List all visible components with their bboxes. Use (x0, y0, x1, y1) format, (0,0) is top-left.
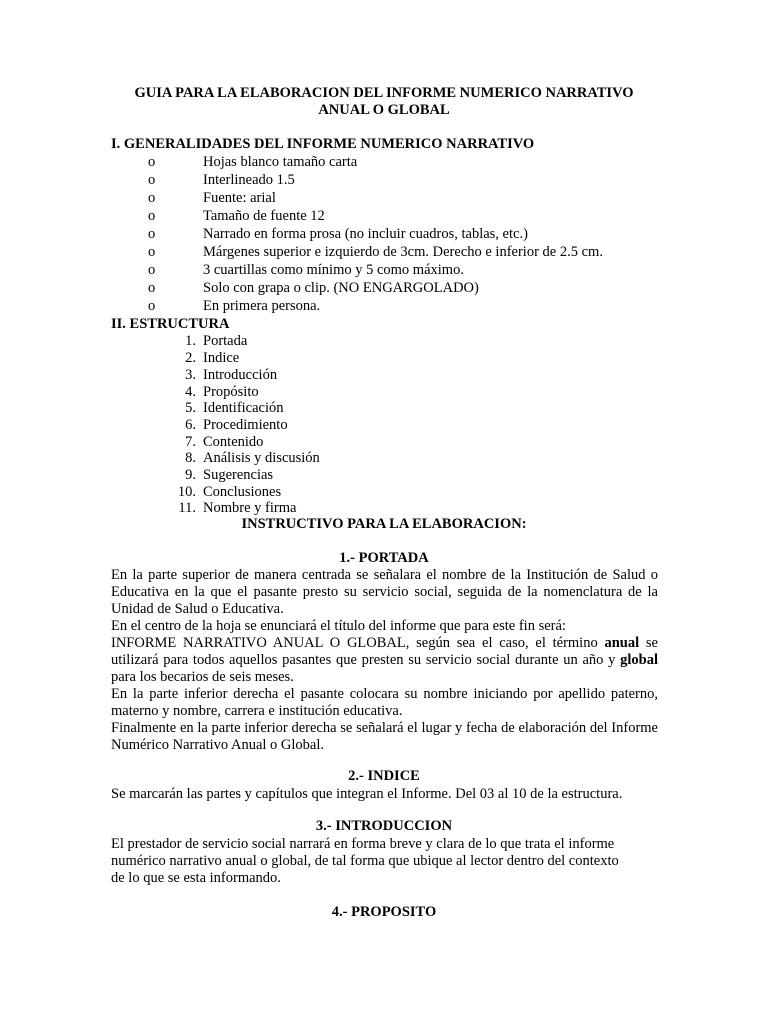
list-item-text: Márgenes superior e izquierdo de 3cm. Derecho e inferior de 2.5 cm. (203, 244, 603, 260)
paragraph: Se marcarán las partes y capítulos que integran el Informe. Del 03 al 10 de la estructura. (111, 786, 623, 802)
list-item-text: En primera persona. (203, 298, 321, 314)
list-item-text: Portada (203, 333, 248, 349)
paragraph: En el centro de la hoja se enunciará el título del informe que para este fin será: (111, 618, 566, 634)
list-item-text: Introducción (203, 367, 278, 383)
instructivo-heading: INSTRUCTIVO PARA LA ELABORACION: (241, 516, 527, 532)
bullet-marker: o (148, 190, 156, 206)
section1-heading: I. GENERALIDADES DEL INFORME NUMERICO NARRATIVO (111, 136, 535, 152)
list-item-text: Nombre y firma (203, 500, 297, 516)
paragraph-line: El prestador de servicio social narrará en forma breve y clara de lo que trata el informe (111, 836, 615, 852)
list-item-text: Interlineado 1.5 (203, 172, 295, 188)
list-item-text: Propósito (203, 384, 259, 400)
list-number: 7. (185, 434, 196, 450)
document-title (0, 85, 768, 119)
paragraph: En la parte inferior derecha el pasante colocara su nombre iniciando por apellido paterno, materno y nombre, carrera e institución educativa. (111, 686, 658, 719)
introduccion-text (111, 836, 671, 887)
indice-heading: 2.- INDICE (348, 768, 420, 784)
list-item-text: 3 cuartillas como mínimo y 5 como máximo. (203, 262, 464, 278)
paragraph-line: numérico narrativo anual o global, de tal forma que ubique al lector dentro del contexto (111, 853, 619, 869)
proposito-heading: 4.- PROPOSITO (331, 904, 437, 920)
list-item-text: Fuente: arial (203, 190, 276, 206)
bullet-marker: o (148, 280, 156, 296)
list-number: 5. (185, 400, 196, 416)
list-number: 8. (185, 450, 196, 466)
list-number: 9. (185, 467, 196, 483)
list-item-text: Solo con grapa o clip. (NO ENGARGOLADO) (203, 280, 479, 296)
list-item-text: Narrado en forma prosa (no incluir cuadros, tablas, etc.) (203, 226, 528, 242)
text-run: para los becarios de seis meses. (111, 669, 294, 685)
bullet-marker: o (148, 262, 156, 278)
list-number: 6. (185, 417, 196, 433)
bold-term-global: global (620, 652, 658, 668)
list-item-text: Análisis y discusión (203, 450, 320, 466)
list-number: 2. (185, 350, 196, 366)
list-number: 1. (185, 333, 196, 349)
list-item-text: Identificación (203, 400, 284, 416)
paragraph (111, 635, 658, 686)
list-item-text: Sugerencias (203, 467, 274, 483)
list-number: 4. (185, 384, 196, 400)
bullet-marker: o (148, 298, 156, 314)
portada-heading: 1.- PORTADA (339, 550, 429, 566)
list-item-text: Indice (203, 350, 240, 366)
list-item-text: Contenido (203, 434, 264, 450)
indice-text (111, 786, 671, 803)
list-item-text: Tamaño de fuente 12 (203, 208, 325, 224)
list-number: 11. (178, 500, 196, 516)
paragraph-line: de lo que se esta informando. (111, 870, 281, 886)
bullet-marker: o (148, 208, 156, 224)
text-run: se utilizará para todos aquellos pasantes que presten su servicio social durante un año y (111, 635, 658, 668)
bold-term-anual: anual (604, 635, 640, 651)
text-run: INFORME NARRATIVO ANUAL O GLOBAL, según sea el caso, el término (111, 635, 605, 651)
bullet-marker: o (148, 226, 156, 242)
list-item-text: Procedimiento (203, 417, 288, 433)
bullet-marker: o (148, 154, 156, 170)
title-line-1: GUIA PARA LA ELABORACION DEL INFORME NUMERICO NARRATIVO (134, 85, 634, 101)
list-number: 10. (177, 484, 196, 500)
title-line-2: ANUAL O GLOBAL (318, 102, 450, 118)
paragraph: En la parte superior de manera centrada se señalara el nombre de la Institución de Salud o Educativa en la que el pasante presto su servicio social, seguida de la nomenclatura de la Unidad de Salud o Educativa. (111, 567, 658, 617)
introduccion-heading: 3.- INTRODUCCION (315, 818, 453, 834)
list-number: 3. (185, 367, 196, 383)
list-item-text: Hojas blanco tamaño carta (203, 154, 358, 170)
portada-text (111, 567, 658, 754)
list-item-text: Conclusiones (203, 484, 282, 500)
section2-heading: II. ESTRUCTURA (111, 316, 230, 332)
bullet-marker: o (148, 172, 156, 188)
bullet-marker: o (148, 244, 156, 260)
paragraph: Finalmente en la parte inferior derecha se señalará el lugar y fecha de elaboración del Informe Numérico Narrativo Anual o Global. (111, 720, 658, 753)
